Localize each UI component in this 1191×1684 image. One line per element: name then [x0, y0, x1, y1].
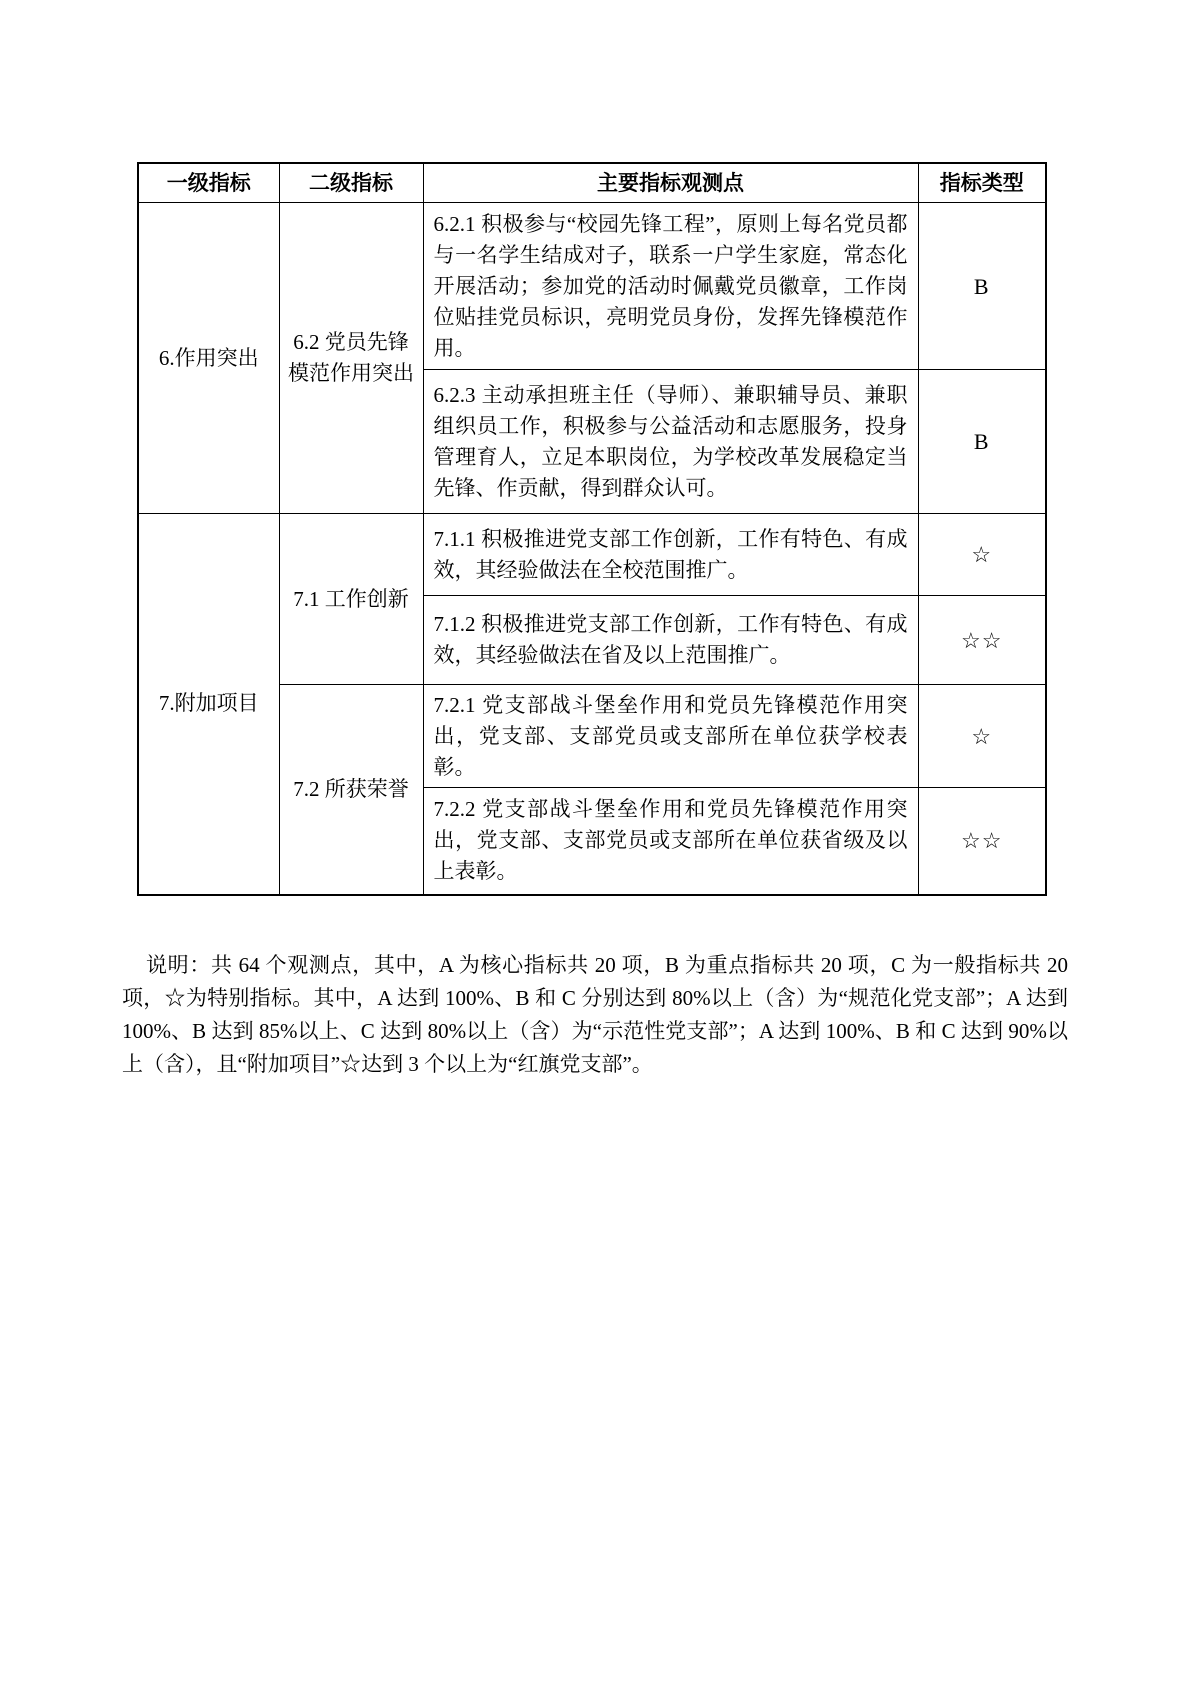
header-level2: 二级指标 — [279, 163, 423, 203]
cell-type-7-1-1: ☆ — [918, 514, 1046, 596]
cell-type-6-2-3: B — [918, 370, 1046, 514]
cell-level1-7: 7.附加项目 — [138, 514, 279, 895]
header-type: 指标类型 — [918, 163, 1046, 203]
table-row-6-2-1 — [138, 203, 1046, 370]
cell-type-7-2-2: ☆☆ — [918, 788, 1046, 895]
cell-observation-7-2-1: 7.2.1 党支部战斗堡垒作用和党员先锋模范作用突出，党支部、支部党员或支部所在单位获学校表彰。 — [423, 685, 918, 788]
table-row-7-1-1 — [138, 514, 1046, 596]
header-level1: 一级指标 — [138, 163, 279, 203]
cell-observation-7-1-2: 7.1.2 积极推进党支部工作创新，工作有特色、有成效，其经验做法在省及以上范围推广。 — [423, 596, 918, 685]
cell-type-7-1-2: ☆☆ — [918, 596, 1046, 685]
cell-observation-6-2-3: 6.2.3 主动承担班主任（导师）、兼职辅导员、兼职组织员工作，积极参与公益活动和志愿服务，投身管理育人，立足本职岗位，为学校改革发展稳定当先锋、作贡献，得到群众认可。 — [423, 370, 918, 514]
cell-type-6-2-1: B — [918, 203, 1046, 370]
cell-observation-7-2-2: 7.2.2 党支部战斗堡垒作用和党员先锋模范作用突出，党支部、支部党员或支部所在单位获省级及以上表彰。 — [423, 788, 918, 895]
cell-level1-6: 6.作用突出 — [138, 203, 279, 514]
cell-observation-7-1-1: 7.1.1 积极推进党支部工作创新，工作有特色、有成效，其经验做法在全校范围推广。 — [423, 514, 918, 596]
cell-level2-7-2: 7.2 所获荣誉 — [279, 685, 423, 895]
header-observation: 主要指标观测点 — [423, 163, 918, 203]
indicator-table — [137, 162, 1047, 896]
cell-level2-6-2: 6.2 党员先锋模范作用突出 — [279, 203, 423, 514]
cell-level2-7-1: 7.1 工作创新 — [279, 514, 423, 685]
table-header-row — [138, 163, 1046, 203]
cell-observation-6-2-1: 6.2.1 积极参与“校园先锋工程”，原则上每名党员都与一名学生结成对子，联系一户学生家庭，常态化开展活动；参加党的活动时佩戴党员徽章，工作岗位贴挂党员标识，亮明党员身份，发挥先锋模范作用。 — [423, 203, 918, 370]
note-paragraph: 说明：共 64 个观测点，其中，A 为核心指标共 20 项，B 为重点指标共 20 项，C 为一般指标共 20 项，☆为特别指标。其中，A 达到 100%、B 和 C 分别达到 80%以上（含）为“规范化党支部”；A 达到 100%、B 达到 85%以上、C 达到 80%以上（含）为“示范性党支部”；A 达到 100%、B 和 C 达到 90%以上（含），且“附加项目”☆达到 3 个以上为“红旗党支部”。 — [122, 953, 1068, 1076]
cell-type-7-2-1: ☆ — [918, 685, 1046, 788]
